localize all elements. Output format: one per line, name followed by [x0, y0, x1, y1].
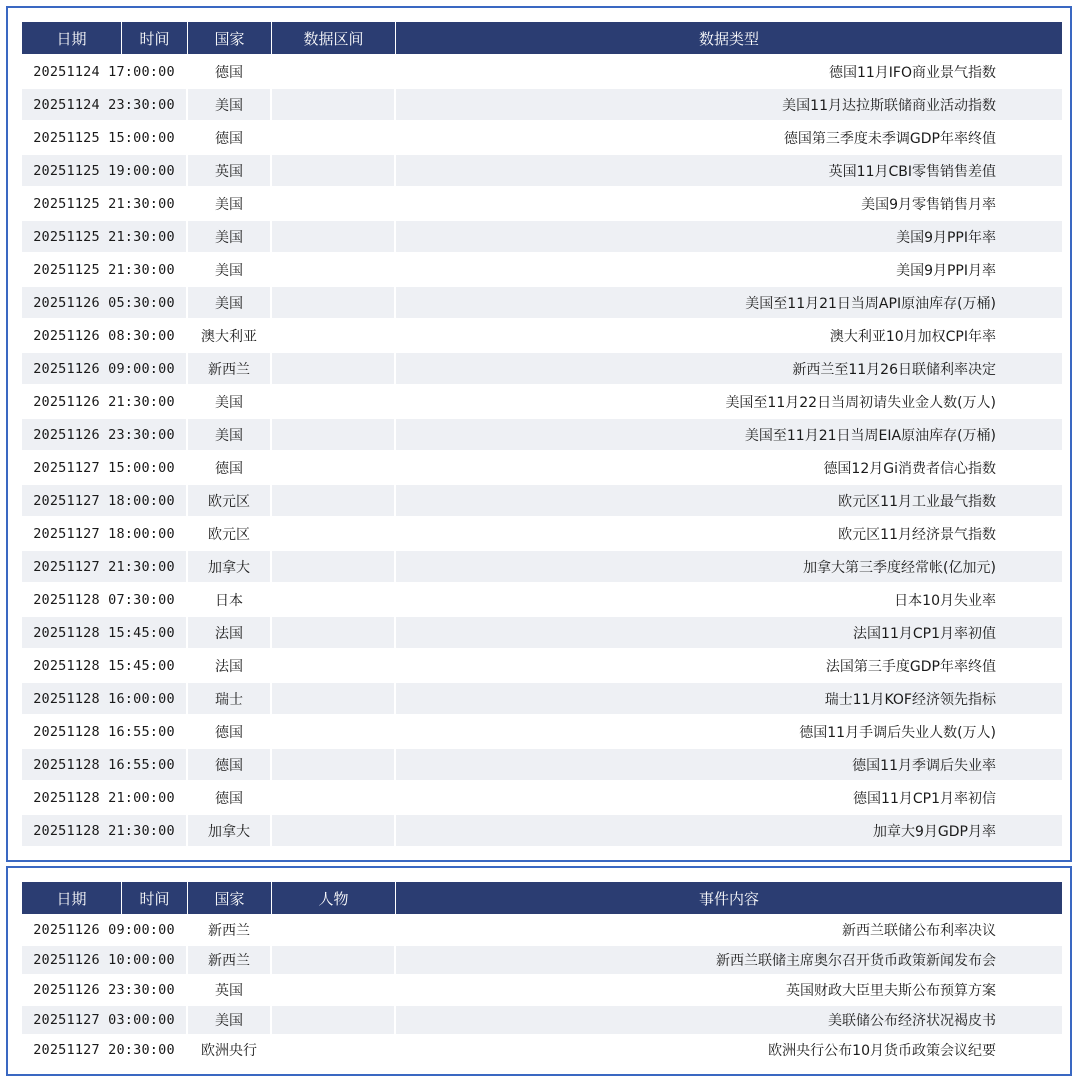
cell-country: 德国	[188, 56, 272, 87]
table-row	[22, 914, 1062, 944]
table-row	[22, 615, 1062, 648]
table-row	[22, 813, 1062, 846]
cell-country: 瑞士	[188, 683, 272, 714]
table-row	[22, 450, 1062, 483]
cell-datetime: 20251124 17:00:00	[22, 56, 188, 87]
table-row	[22, 549, 1062, 582]
table-row	[22, 120, 1062, 153]
cell-country: 德国	[188, 716, 272, 747]
cell-event-content: 新西兰联储主席奥尔召开货币政策新闻发布会	[396, 946, 1062, 974]
cell-datetime: 20251127 21:30:00	[22, 551, 188, 582]
cell-data-range	[272, 617, 396, 648]
cell-data-range	[272, 353, 396, 384]
cell-data-type: 美国至11月21日当周API原油库存(万桶)	[396, 287, 1062, 318]
cell-country: 美国	[188, 89, 272, 120]
header-date: 日期	[22, 882, 122, 914]
cell-data-range	[272, 155, 396, 186]
cell-data-range	[272, 287, 396, 318]
cell-data-range	[272, 749, 396, 780]
table-row	[22, 648, 1062, 681]
cell-datetime: 20251127 20:30:00	[22, 1036, 188, 1064]
cell-data-range	[272, 221, 396, 252]
table-row	[22, 285, 1062, 318]
data-table-body	[22, 54, 1062, 846]
data-table-header	[22, 22, 1062, 54]
economic-data-panel	[6, 6, 1072, 862]
cell-country: 德国	[188, 782, 272, 813]
cell-datetime: 20251126 21:30:00	[22, 386, 188, 417]
cell-data-type: 欧元区11月经济景气指数	[396, 518, 1062, 549]
cell-country: 英国	[188, 976, 272, 1004]
cell-data-type: 澳大利亚10月加权CPI年率	[396, 320, 1062, 351]
cell-datetime: 20251128 07:30:00	[22, 584, 188, 615]
cell-data-type: 英国11月CBI零售销售差值	[396, 155, 1062, 186]
cell-datetime: 20251125 21:30:00	[22, 254, 188, 285]
cell-country: 德国	[188, 749, 272, 780]
cell-data-type: 德国11月手调后失业人数(万人)	[396, 716, 1062, 747]
table-row	[22, 516, 1062, 549]
cell-country: 德国	[188, 452, 272, 483]
table-row	[22, 219, 1062, 252]
table-row	[22, 384, 1062, 417]
table-row	[22, 417, 1062, 450]
cell-data-range	[272, 683, 396, 714]
cell-data-range	[272, 551, 396, 582]
cell-event-content: 美联储公布经济状况褐皮书	[396, 1006, 1062, 1034]
cell-data-range	[272, 320, 396, 351]
cell-data-type: 日本10月失业率	[396, 584, 1062, 615]
cell-data-type: 德国12月Gi消费者信心指数	[396, 452, 1062, 483]
cell-data-type: 新西兰至11月26日联储利率决定	[396, 353, 1062, 384]
table-row	[22, 747, 1062, 780]
cell-data-type: 美国9月零售销售月率	[396, 188, 1062, 219]
cell-country: 加拿大	[188, 815, 272, 846]
cell-data-type: 德国11月CP1月率初信	[396, 782, 1062, 813]
header-date: 日期	[22, 22, 122, 54]
cell-datetime: 20251125 15:00:00	[22, 122, 188, 153]
table-row	[22, 54, 1062, 87]
cell-datetime: 20251128 21:30:00	[22, 815, 188, 846]
cell-datetime: 20251128 15:45:00	[22, 650, 188, 681]
table-row	[22, 944, 1062, 974]
table-row	[22, 186, 1062, 219]
cell-person	[272, 1006, 396, 1034]
cell-event-content: 欧洲央行公布10月货币政策会议纪要	[396, 1036, 1062, 1064]
table-row	[22, 1004, 1062, 1034]
cell-datetime: 20251126 05:30:00	[22, 287, 188, 318]
cell-event-content: 英国财政大臣里夫斯公布预算方案	[396, 976, 1062, 1004]
cell-data-type: 加拿大第三季度经常帐(亿加元)	[396, 551, 1062, 582]
cell-country: 法国	[188, 650, 272, 681]
cell-datetime: 20251127 15:00:00	[22, 452, 188, 483]
cell-datetime: 20251126 09:00:00	[22, 353, 188, 384]
cell-data-range	[272, 188, 396, 219]
event-table-body	[22, 914, 1062, 1064]
cell-data-type: 德国11月IFO商业景气指数	[396, 56, 1062, 87]
cell-data-range	[272, 485, 396, 516]
cell-data-range	[272, 584, 396, 615]
cell-data-type: 法国11月CP1月率初值	[396, 617, 1062, 648]
cell-data-type: 德国11月季调后失业率	[396, 749, 1062, 780]
cell-country: 欧洲央行	[188, 1036, 272, 1064]
table-row	[22, 87, 1062, 120]
table-row	[22, 252, 1062, 285]
header-person: 人物	[272, 882, 396, 914]
header-data-range: 数据区间	[272, 22, 396, 54]
cell-datetime: 20251126 23:30:00	[22, 976, 188, 1004]
cell-datetime: 20251127 03:00:00	[22, 1006, 188, 1034]
cell-datetime: 20251126 10:00:00	[22, 946, 188, 974]
cell-data-type: 瑞士11月KOF经济领先指标	[396, 683, 1062, 714]
cell-data-type: 美国11月达拉斯联储商业活动指数	[396, 89, 1062, 120]
cell-country: 德国	[188, 122, 272, 153]
table-row	[22, 318, 1062, 351]
cell-data-range	[272, 122, 396, 153]
header-data-type: 数据类型	[698, 29, 759, 48]
header-country: 国家	[188, 882, 272, 914]
cell-person	[272, 916, 396, 944]
cell-country: 美国	[188, 221, 272, 252]
cell-country: 法国	[188, 617, 272, 648]
cell-country: 美国	[188, 287, 272, 318]
cell-datetime: 20251124 23:30:00	[22, 89, 188, 120]
cell-country: 美国	[188, 254, 272, 285]
events-panel	[6, 866, 1072, 1076]
cell-data-type: 法国第三手度GDP年率终值	[396, 650, 1062, 681]
table-row	[22, 714, 1062, 747]
cell-data-range	[272, 419, 396, 450]
cell-data-type: 加章大9月GDP月率	[396, 815, 1062, 846]
cell-datetime: 20251126 08:30:00	[22, 320, 188, 351]
header-event-content: 事件内容	[698, 889, 759, 908]
cell-datetime: 20251128 21:00:00	[22, 782, 188, 813]
cell-person	[272, 976, 396, 1004]
cell-data-type: 美国至11月21日当周EIA原油库存(万桶)	[396, 419, 1062, 450]
table-row	[22, 351, 1062, 384]
cell-data-range	[272, 56, 396, 87]
cell-country: 新西兰	[188, 353, 272, 384]
cell-data-range	[272, 815, 396, 846]
cell-data-range	[272, 386, 396, 417]
cell-country: 日本	[188, 584, 272, 615]
cell-data-range	[272, 518, 396, 549]
cell-datetime: 20251128 16:55:00	[22, 749, 188, 780]
cell-data-type: 美国9月PPI年率	[396, 221, 1062, 252]
cell-country: 美国	[188, 1006, 272, 1034]
cell-data-type: 美国9月PPI月率	[396, 254, 1062, 285]
cell-data-range	[272, 716, 396, 747]
cell-datetime: 20251126 09:00:00	[22, 916, 188, 944]
header-time: 时间	[122, 882, 188, 914]
cell-country: 加拿大	[188, 551, 272, 582]
cell-country: 新西兰	[188, 916, 272, 944]
table-row	[22, 483, 1062, 516]
cell-datetime: 20251125 21:30:00	[22, 221, 188, 252]
cell-datetime: 20251127 18:00:00	[22, 518, 188, 549]
cell-country: 英国	[188, 155, 272, 186]
cell-person	[272, 946, 396, 974]
cell-country: 欧元区	[188, 485, 272, 516]
cell-country: 新西兰	[188, 946, 272, 974]
table-row	[22, 1034, 1062, 1064]
table-row	[22, 681, 1062, 714]
cell-datetime: 20251128 15:45:00	[22, 617, 188, 648]
cell-data-range	[272, 452, 396, 483]
cell-datetime: 20251126 23:30:00	[22, 419, 188, 450]
cell-country: 欧元区	[188, 518, 272, 549]
table-row	[22, 780, 1062, 813]
cell-event-content: 新西兰联储公布利率决议	[396, 916, 1062, 944]
table-row	[22, 582, 1062, 615]
cell-datetime: 20251127 18:00:00	[22, 485, 188, 516]
cell-data-range	[272, 650, 396, 681]
table-row	[22, 153, 1062, 186]
cell-datetime: 20251125 21:30:00	[22, 188, 188, 219]
cell-data-type: 德国第三季度未季调GDP年率终值	[396, 122, 1062, 153]
cell-data-range	[272, 782, 396, 813]
cell-person	[272, 1036, 396, 1064]
cell-data-type: 美国至11月22日当周初请失业金人数(万人)	[396, 386, 1062, 417]
event-table-header	[22, 882, 1062, 914]
cell-datetime: 20251128 16:55:00	[22, 716, 188, 747]
cell-data-range	[272, 254, 396, 285]
table-row	[22, 974, 1062, 1004]
cell-datetime: 20251125 19:00:00	[22, 155, 188, 186]
header-country: 国家	[188, 22, 272, 54]
cell-data-range	[272, 89, 396, 120]
cell-datetime: 20251128 16:00:00	[22, 683, 188, 714]
cell-data-type: 欧元区11月工业最气指数	[396, 485, 1062, 516]
cell-country: 美国	[188, 386, 272, 417]
cell-country: 美国	[188, 188, 272, 219]
cell-country: 澳大利亚	[188, 320, 272, 351]
cell-country: 美国	[188, 419, 272, 450]
header-time: 时间	[122, 22, 188, 54]
